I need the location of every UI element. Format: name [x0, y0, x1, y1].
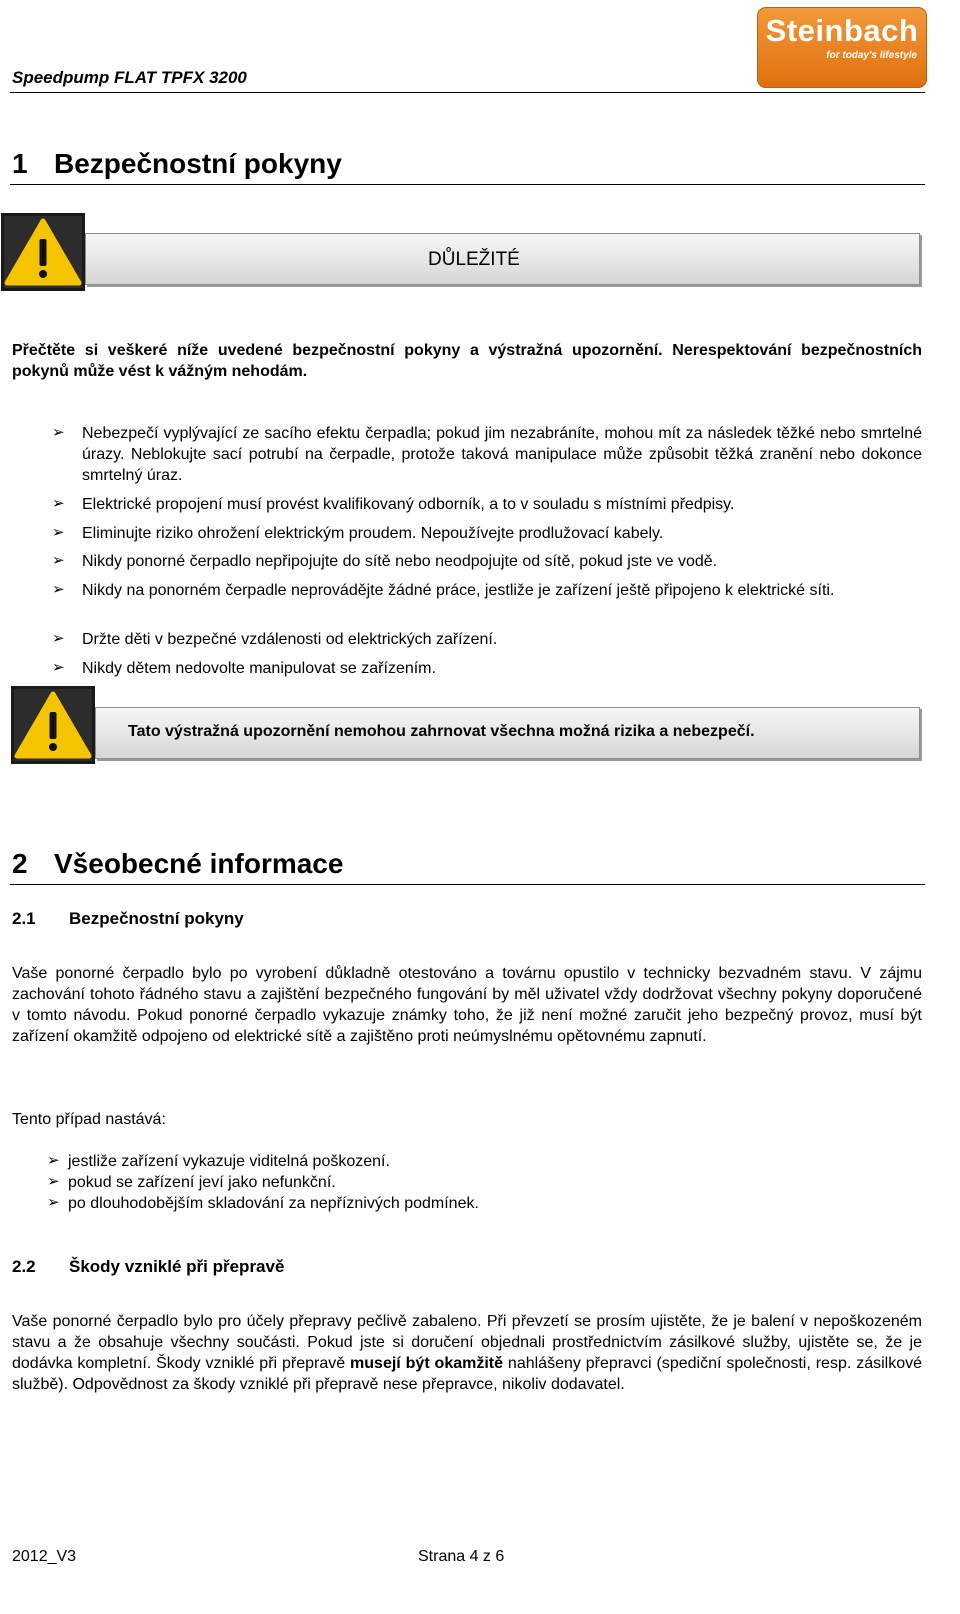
arrow-bullet-icon: ➢ [47, 1152, 60, 1169]
logo-brand: Steinbach [765, 13, 919, 48]
section-title: Bezpečnostní pokyny [54, 148, 342, 179]
section-title: Všeobecné informace [54, 848, 344, 879]
subsection-number: 2.1 [12, 909, 36, 928]
safety-intro: Přečtěte si veškeré níže uvedené bezpečnostní pokyny a výstražná upozornění. Nerespektování bezpečnostních pokynů může vést k vážným nehodám. [12, 342, 922, 380]
subsection-2-1-paragraph: Vaše ponorné čerpadlo bylo po vyrobení důkladně otestováno a továrnu opustilo v technicky bezvadném stavu. V zájmu zachování tohoto řádného stavu a zajištění bezpečného fungování by měl uživatel vždy dodržovat všechny pokyny doporučené v tomto návodu. Pokud ponorné čerpadlo vykazuje známky toho, že již není možné zaručit jeho bezpečný provoz, musí být zařízení okamžitě odpojeno od elektrické sítě a zajištěno proti neúmyslnému opětovnému zapnutí. [12, 965, 922, 1045]
subsection-2-2-heading [12, 1257, 284, 1277]
footer-version: 2012_V3 [12, 1548, 77, 1565]
list-item: Nebezpečí vyplývající ze sacího efektu čerpadla; pokud jim nezabráníte, mohou mít za následek těžké nebo smrtelné úrazy. Neblokujte sací potrubí na čerpadle, protože taková manipulace může způsobit těžká zranění nebo dokonce smrtelný úraz. [82, 425, 922, 484]
arrow-bullet-icon: ➢ [52, 424, 65, 441]
paragraph-text: Vaše ponorné čerpadlo bylo pro účely přepravy pečlivě zabaleno. Při převzetí se prosím ujistěte, že je balení v nepoškozeném stavu a že obsahuje všechny součásti. Pokud jste si doručení objednali prostřednictvím zásilkové služby, ujistěte se, že je dodávka kompletní. Škody vzniklé při přepravě [12, 1313, 922, 1372]
warning-banner [95, 707, 920, 759]
warning-text: Tato výstražná upozornění nemohou zahrnovat všechna možná rizika a nebezpečí. [128, 723, 755, 740]
subsection-title: Škody vzniklé při přepravě [69, 1257, 285, 1276]
section-number: 2 [12, 848, 28, 879]
emphasis-text: musejí být okamžitě [350, 1355, 504, 1372]
warning-triangle-icon [1, 213, 85, 291]
subsection-2-1-heading [12, 909, 244, 929]
steinbach-logo [757, 7, 927, 88]
arrow-bullet-icon: ➢ [52, 495, 65, 512]
list-item: Nikdy ponorné čerpadlo nepřipojujte do sítě nebo neodpojujte od sítě, pokud jste ve vodě. [82, 553, 718, 570]
section-1-rule [10, 184, 925, 185]
document-title: Speedpump FLAT TPFX 3200 [12, 68, 247, 87]
arrow-bullet-icon: ➢ [47, 1173, 60, 1190]
footer-page-number: Strana 4 z 6 [418, 1548, 505, 1565]
arrow-bullet-icon: ➢ [52, 581, 65, 598]
section-2-heading [12, 848, 343, 880]
section-number: 1 [12, 148, 28, 179]
header-rule [10, 92, 925, 93]
list-item: Nikdy dětem nedovolte manipulovat se zařízením. [82, 660, 436, 677]
list-item: po dlouhodobějším skladování za nepříznivých podmínek. [68, 1195, 479, 1212]
subsection-number: 2.2 [12, 1257, 36, 1276]
important-banner [85, 233, 920, 285]
list-item: jestliže zařízení vykazuje viditelná poškození. [68, 1153, 390, 1170]
list-item: Držte děti v bezpečné vzdálenosti od elektrických zařízení. [82, 631, 498, 648]
section-2-rule [10, 884, 925, 885]
list-item: Eliminujte riziko ohrožení elektrickým proudem. Nepoužívejte prodlužovací kabely. [82, 525, 664, 542]
warning-triangle-icon [11, 686, 95, 764]
logo-tagline: for today's lifestyle [826, 50, 917, 61]
arrow-bullet-icon: ➢ [52, 630, 65, 647]
important-label: DŮLEŽITÉ [428, 249, 520, 270]
subsection-2-2-paragraph [12, 1311, 922, 1395]
list-item: Nikdy na ponorném čerpadle neprovádějte žádné práce, jestliže je zařízení ještě připojeno k elektrické síti. [82, 582, 835, 599]
arrow-bullet-icon: ➢ [52, 552, 65, 569]
paragraph-text: nahlášeny přepravci (spediční společnosti, resp. zásilkové službě). Odpovědnost za škody vzniklé při přepravě nese přepravce, nikoliv dodavatel. [12, 1355, 922, 1393]
subsection-title: Bezpečnostní pokyny [69, 909, 244, 928]
list-item: Elektrické propojení musí provést kvalifikovaný odborník, a to v souladu s místními předpisy. [82, 496, 735, 513]
case-intro: Tento případ nastává: [12, 1111, 166, 1128]
arrow-bullet-icon: ➢ [47, 1194, 60, 1211]
arrow-bullet-icon: ➢ [52, 659, 65, 676]
list-item: pokud se zařízení jeví jako nefunkční. [68, 1174, 336, 1191]
arrow-bullet-icon: ➢ [52, 524, 65, 541]
section-1-heading [12, 148, 342, 180]
